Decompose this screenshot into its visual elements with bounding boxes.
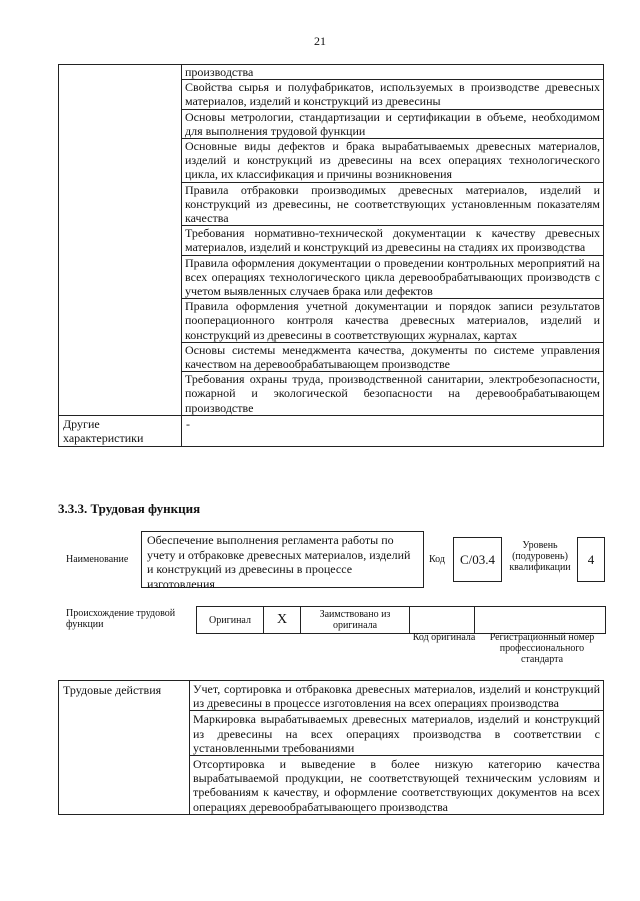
original-label-cell: Оригинал	[197, 607, 264, 634]
knowledge-item: Правила оформления документации о проведении контрольных мероприятий на всех операциях технологического цикла деревообрабатывающих производств с учетом выявленных случаев брака или дефектов	[182, 255, 603, 299]
knowledge-item: Основы системы менеджмента качества, документы по системе управления качеством на деревообрабатывающем производстве	[182, 342, 603, 371]
borrowed-label-cell: Заимствовано из оригинала	[301, 607, 410, 634]
knowledge-row	[59, 65, 604, 416]
labor-actions-row	[59, 681, 604, 815]
registration-number-caption: Регистрационный номер профессионального стандарта	[489, 632, 595, 665]
labor-action-item: Отсортировка и выведение в более низкую категорию качества вырабатываемой продукции, не соответствующей техническим условиям и требованиям к качеству, и оформление соответствующих документов на всех операциях деревообрабатывающего производства	[190, 755, 603, 814]
labor-action-item: Учет, сортировка и отбраковка древесных материалов, изделий и конструкций из древесины в процессе изготовления на всех операциях производства	[193, 682, 600, 711]
page-number: 21	[314, 34, 326, 48]
knowledge-item: производства	[185, 65, 254, 79]
other-characteristics-value: -	[182, 415, 604, 446]
knowledge-item: Основы метрологии, стандартизации и сертификации в объеме, необходимом для выполнения трудовой функции	[182, 109, 603, 138]
knowledge-item: Требования охраны труда, производственной санитарии, электробезопасности, пожарной и экологической безопасности на деревообрабатывающем производстве	[182, 371, 603, 415]
function-code-box: C/03.4	[453, 537, 502, 582]
original-code-caption: Код оригинала	[412, 632, 476, 643]
function-name-label: Наименование	[66, 554, 129, 565]
labor-action-item: Маркировка вырабатываемых древесных материалов, изделий и конструкций из древесины на всех операциях производства в соответствии с установленными требованиями	[190, 710, 603, 755]
labor-actions-label: Трудовые действия	[59, 681, 190, 815]
labor-actions-table	[58, 680, 604, 815]
knowledge-label-cell	[59, 65, 182, 416]
knowledge-item: Правила оформления учетной документации и порядок записи результатов пооперационного контроля качества древесных материалов, изделий и конструкций из древесины в соответствующих журналах, картах	[182, 298, 603, 342]
section-heading: 3.3.3. Трудовая функция	[58, 501, 201, 516]
original-mark-cell: X	[264, 607, 301, 634]
knowledge-item: Правила отбраковки производимых древесных материалов, изделий и конструкций из древесины, не соответствующих установленным показателям качества	[182, 182, 603, 226]
origin-label: Происхождение трудовой функции	[66, 608, 176, 630]
qualification-level-box: 4	[577, 537, 605, 582]
original-code-cell	[410, 607, 475, 634]
registration-number-cell	[475, 607, 606, 634]
knowledge-item: Свойства сырья и полуфабрикатов, используемых в производстве древесных материалов, изделий и конструкций из древесины	[182, 79, 603, 108]
knowledge-item: Основные виды дефектов и брака вырабатываемых древесных материалов, изделий и конструкций из древесины на всех операциях технологического цикла, их классификация и причины возникновения	[182, 138, 603, 182]
labor-actions-cell	[190, 681, 604, 815]
knowledge-table	[58, 64, 604, 447]
other-characteristics-label: Другие характеристики	[59, 415, 182, 446]
qualification-level-label: Уровень (подуровень) квалификации	[509, 540, 571, 573]
function-code-label: Код	[429, 554, 445, 565]
knowledge-item: Требования нормативно-технической документации к качеству древесных материалов, изделий и конструкций из древесины на стадиях их производства	[182, 225, 603, 254]
origin-table	[196, 606, 606, 634]
other-characteristics-row	[59, 415, 604, 446]
function-name-box: Обеспечение выполнения регламента работы по учету и отбраковке древесных материалов, изделий и конструкций из древесины в процессе изготовления	[141, 531, 424, 588]
knowledge-items-cell	[182, 65, 604, 416]
